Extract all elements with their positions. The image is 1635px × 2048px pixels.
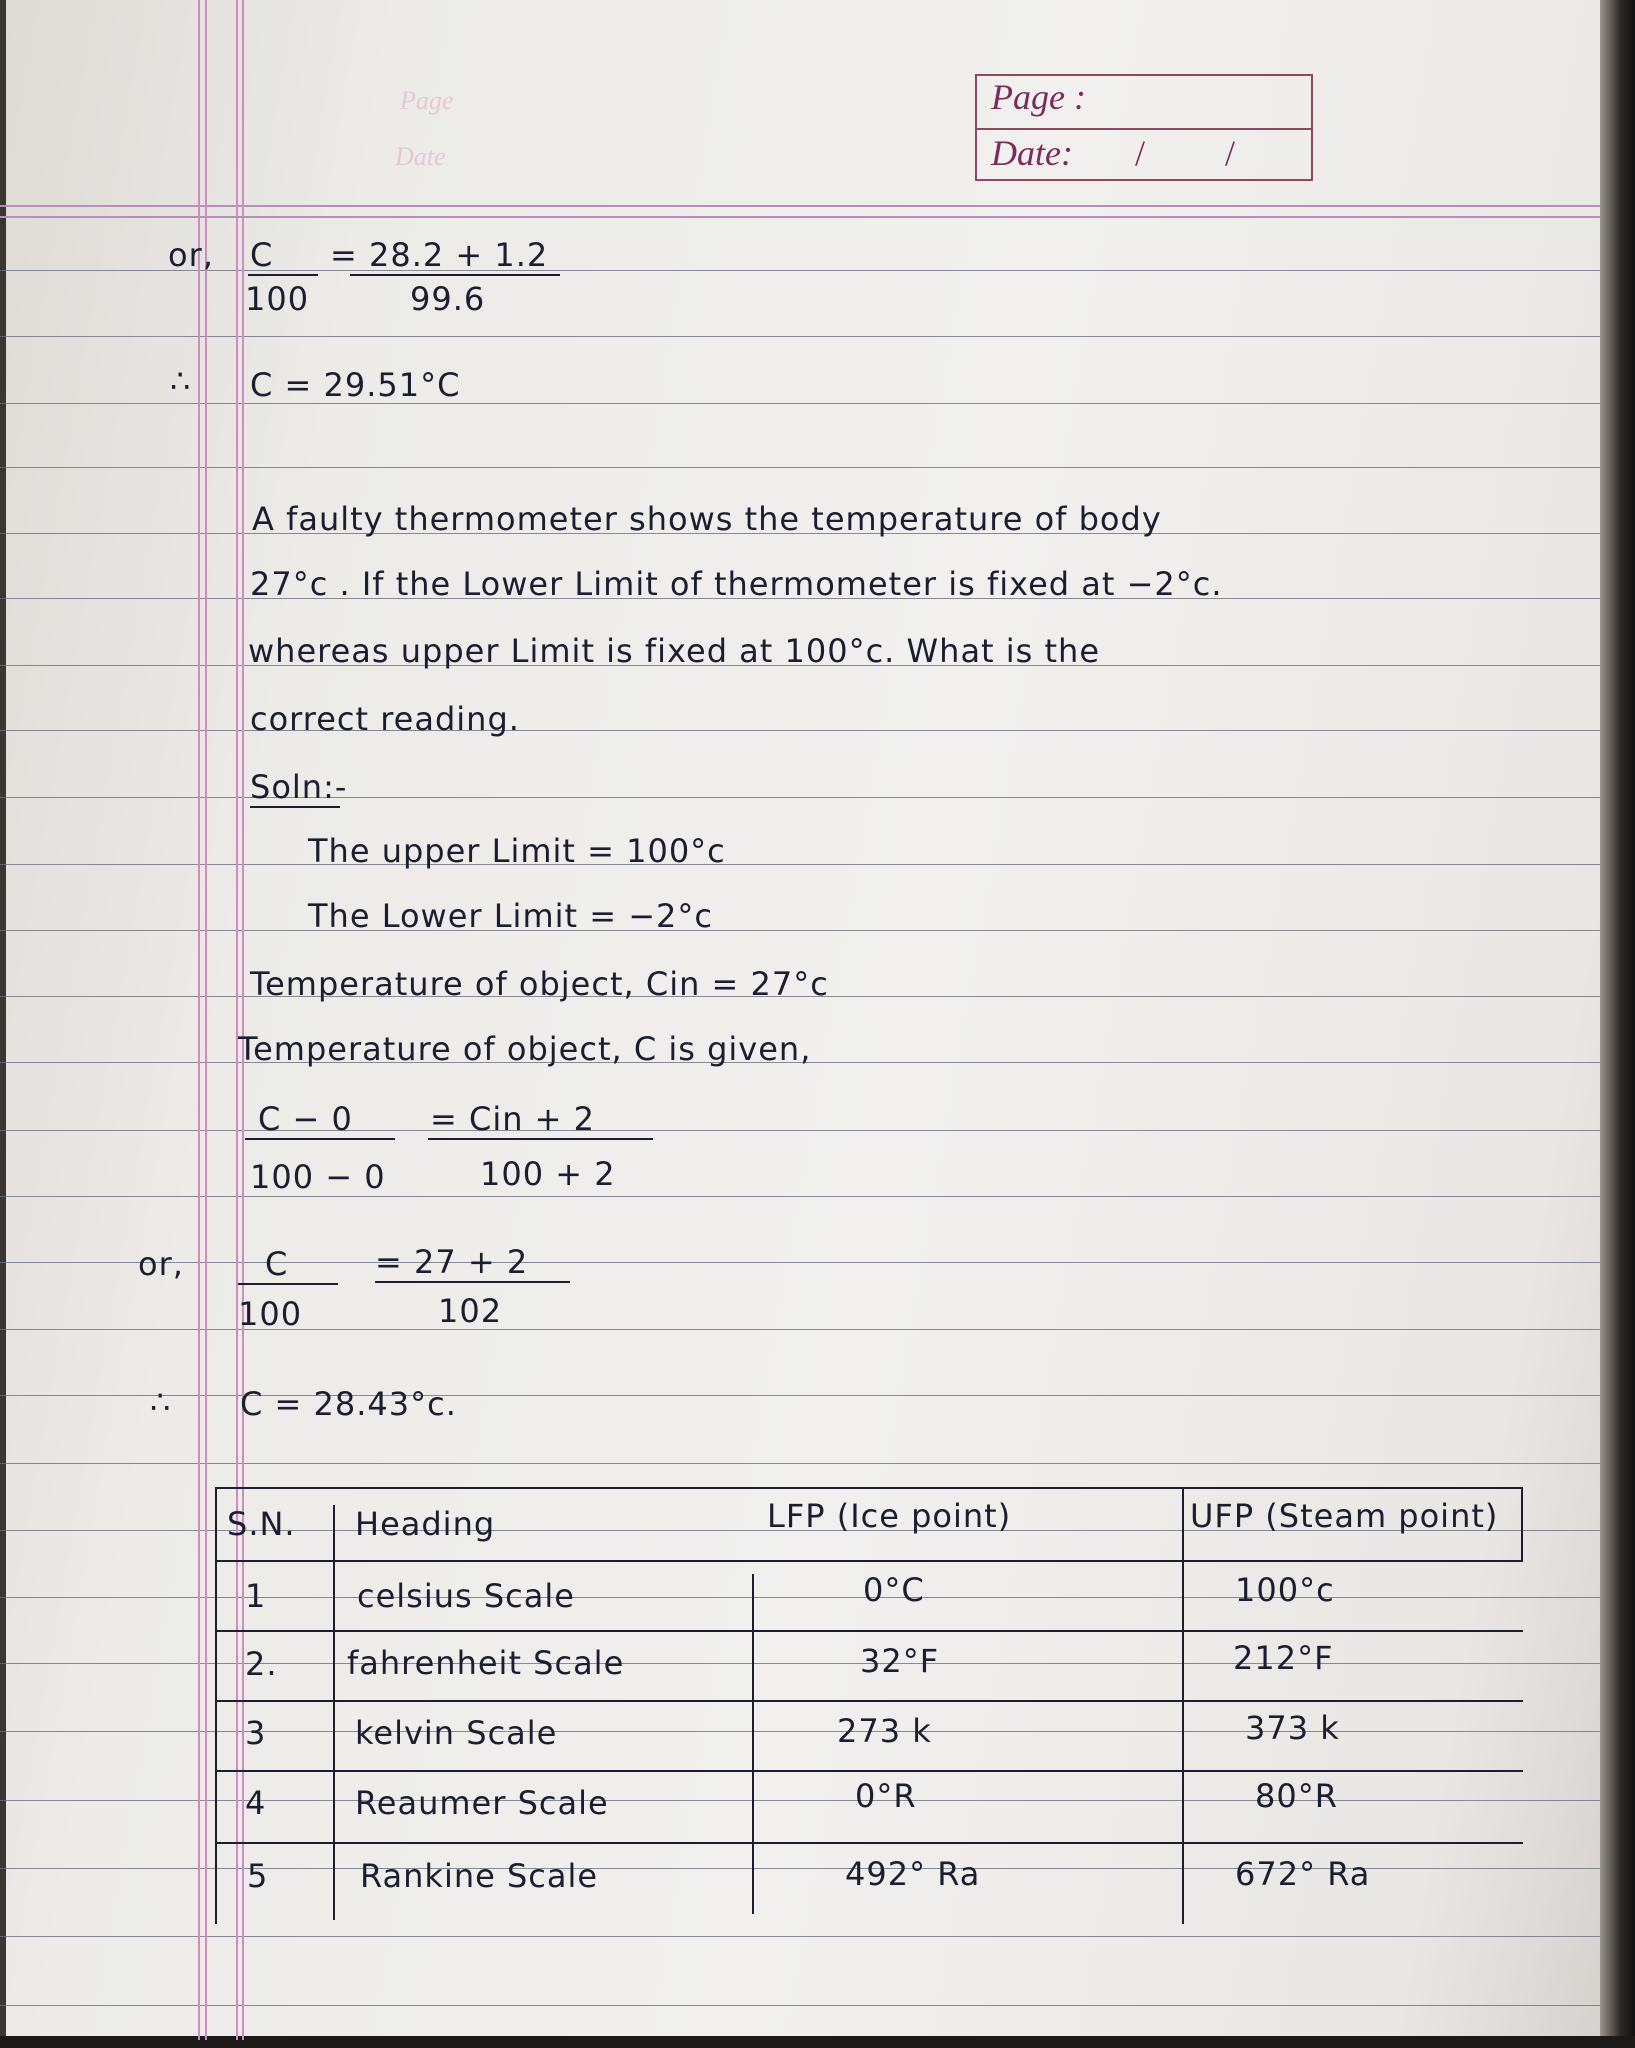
- underline: [250, 806, 340, 808]
- table-cell: 1: [245, 1577, 267, 1615]
- ruled-line: [0, 1936, 1600, 1937]
- problem-line: correct reading.: [250, 700, 520, 738]
- fraction-bar: [375, 1281, 570, 1283]
- table-border: [215, 1770, 1523, 1772]
- fraction-denominator: 102: [438, 1292, 503, 1330]
- fraction-denominator: 100: [238, 1295, 303, 1333]
- table-border: [215, 1487, 217, 1924]
- table-header-cell: UFP (Steam point): [1190, 1497, 1499, 1535]
- table-cell: 80°R: [1255, 1777, 1338, 1815]
- page-bottom-edge: [0, 2036, 1635, 2048]
- table-cell: kelvin Scale: [355, 1714, 558, 1752]
- ruled-line: [0, 336, 1600, 337]
- table-cell: 212°F: [1233, 1639, 1334, 1677]
- solution-line: The Lower Limit = −2°c: [308, 897, 713, 935]
- table-border: [215, 1842, 1523, 1844]
- table-cell: fahrenheit Scale: [347, 1644, 625, 1682]
- ruled-line: [0, 1262, 1600, 1263]
- date-label: Date:: [991, 133, 1073, 173]
- table-border: [1521, 1487, 1523, 1562]
- date-separator: /: [1135, 133, 1146, 173]
- margin-line: [205, 0, 207, 2040]
- table-cell: 492° Ra: [845, 1855, 981, 1893]
- fraction-bar: [238, 1283, 338, 1285]
- ruled-line: [0, 930, 1600, 931]
- table-cell: celsius Scale: [357, 1577, 575, 1615]
- fraction-bar: [248, 274, 318, 276]
- ruled-line: [0, 864, 1600, 865]
- ruled-line: [0, 1463, 1600, 1464]
- solution-heading: Soln:-: [250, 768, 348, 806]
- solution-line: Temperature of object, Cin = 27°c: [250, 965, 829, 1003]
- therefore-symbol: ∴: [150, 1383, 172, 1421]
- problem-line: A faulty thermometer shows the temperature of body: [252, 500, 1162, 538]
- table-cell: 373 k: [1245, 1709, 1340, 1747]
- fraction-numerator: = 27 + 2: [375, 1243, 529, 1281]
- ruled-line: [0, 403, 1600, 404]
- fraction-bar: [350, 274, 560, 276]
- ruled-line: [0, 270, 1600, 271]
- table-cell: 100°c: [1235, 1571, 1335, 1609]
- fraction-numerator: = 28.2 + 1.2: [330, 236, 549, 274]
- fraction-numerator: C: [250, 236, 274, 274]
- ruled-line: [0, 467, 1600, 468]
- table-border: [1182, 1487, 1184, 1924]
- fraction-denominator: 100 + 2: [480, 1155, 616, 1193]
- problem-line: 27°c . If the Lower Limit of thermometer is fixed at −2°c.: [250, 565, 1223, 603]
- table-border: [215, 1700, 1523, 1702]
- header-rule: [0, 205, 1600, 207]
- ruled-line: [0, 730, 1600, 731]
- table-cell: 3: [245, 1714, 267, 1752]
- faint-date-stamp: Date: [395, 142, 446, 171]
- table-border: [215, 1487, 1523, 1489]
- result-text: C = 29.51°C: [250, 366, 461, 404]
- margin-line: [198, 0, 200, 2040]
- table-cell: 4: [245, 1784, 267, 1822]
- therefore-symbol: ∴: [170, 362, 192, 400]
- table-cell: Reaumer Scale: [355, 1784, 609, 1822]
- fraction-denominator: 99.6: [410, 280, 486, 318]
- fraction-denominator: 100: [245, 280, 310, 318]
- fraction-bar: [245, 1138, 395, 1140]
- table-cell: Rankine Scale: [360, 1857, 599, 1895]
- fraction-numerator: C: [265, 1245, 289, 1283]
- or-label: or,: [138, 1245, 184, 1283]
- table-border: [333, 1505, 335, 1920]
- page-date-box: [975, 74, 1313, 181]
- header-rule: [0, 216, 1600, 218]
- table-border: [752, 1574, 754, 1914]
- page-label: Page :: [991, 77, 1086, 117]
- table-cell: 32°F: [860, 1642, 940, 1680]
- ruled-line: [0, 797, 1600, 798]
- fraction-numerator: = Cin + 2: [430, 1100, 596, 1138]
- ruled-line: [0, 1130, 1600, 1131]
- date-separator: /: [1225, 133, 1236, 173]
- table-cell: 672° Ra: [1235, 1855, 1371, 1893]
- or-label: or,: [168, 236, 214, 274]
- ruled-line: [0, 1196, 1600, 1197]
- faint-page-stamp: Page: [400, 86, 454, 115]
- fraction-numerator: C − 0: [258, 1100, 353, 1138]
- solution-line: Temperature of object, C is given,: [238, 1030, 812, 1068]
- solution-line: The upper Limit = 100°c: [308, 832, 726, 870]
- fraction-bar: [428, 1138, 653, 1140]
- table-border: [215, 1630, 1523, 1632]
- page-right-shadow: [1600, 0, 1635, 2048]
- table-header-cell: Heading: [355, 1505, 496, 1543]
- table-cell: 0°C: [863, 1571, 925, 1609]
- fraction-denominator: 100 − 0: [250, 1158, 386, 1196]
- result-text: C = 28.43°c.: [240, 1385, 457, 1423]
- table-header-cell: S.N.: [227, 1505, 296, 1543]
- page-binding-edge: [0, 0, 6, 2048]
- ruled-line: [0, 2005, 1600, 2006]
- table-cell: 5: [247, 1857, 269, 1895]
- temperature-scales-table: [215, 1487, 1523, 1924]
- table-header-cell: LFP (Ice point): [767, 1497, 1012, 1535]
- table-cell: 2.: [245, 1645, 278, 1683]
- problem-line: whereas upper Limit is fixed at 100°c. What is the: [248, 632, 1101, 670]
- table-border: [215, 1560, 1523, 1562]
- table-cell: 0°R: [855, 1777, 917, 1815]
- box-divider: [977, 128, 1311, 130]
- table-cell: 273 k: [837, 1712, 932, 1750]
